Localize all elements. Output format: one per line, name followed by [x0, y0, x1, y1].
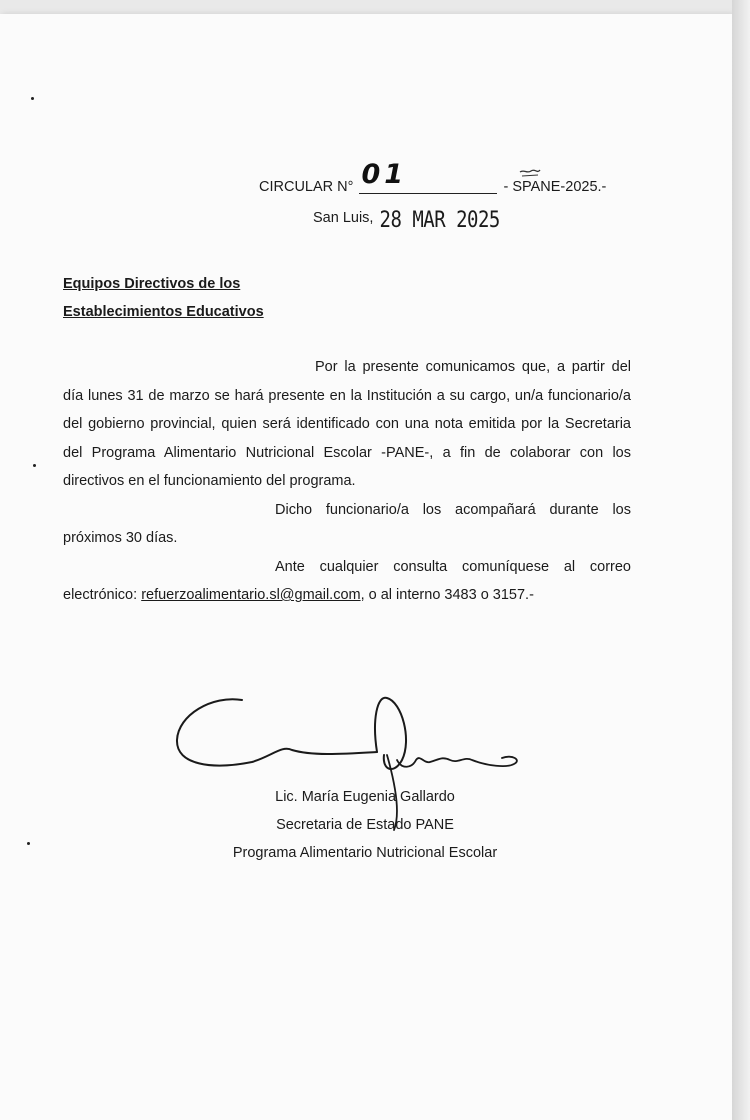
paragraph-2: Dicho funcionario/a los acompañará durante los próximos 30 días.: [63, 501, 631, 546]
page-edge-shadow: [732, 0, 750, 1120]
date-stamp: 28 MAR 2025: [379, 207, 500, 233]
circular-prefix: CIRCULAR N°: [259, 179, 354, 195]
place: San Luis,: [313, 210, 374, 226]
email-link[interactable]: refuerzoalimentario.sl@gmail.com: [141, 587, 361, 603]
signatory-name: Lic. María Eugenia Gallardo: [275, 789, 455, 805]
place-date-line: [313, 205, 500, 233]
circular-header: [259, 159, 607, 195]
document-page: [0, 14, 732, 1120]
circular-number: 01: [361, 159, 408, 190]
letter-body: [63, 353, 631, 610]
addressee-line-1: Equipos Directivos de los: [63, 276, 241, 292]
paragraph-3-text: Ante cualquier consulta comuníquese al correo electrónico:: [63, 558, 631, 603]
signatory-role: Secretaria de Estado PANE: [276, 817, 454, 833]
signatory-program: Programa Alimentario Nutricional Escolar: [232, 845, 498, 861]
circular-suffix: - SPANE-2025.-: [503, 179, 607, 195]
handwritten-mark: [518, 168, 542, 180]
signature-block: [140, 783, 590, 867]
paragraph-3-end: , o al interno 3483 o 3157.-: [360, 587, 534, 603]
scan-dot: [27, 842, 30, 845]
addressee: [63, 270, 264, 326]
scan-dot: [31, 97, 34, 100]
paragraph-1: Por la presente comunicamos que, a partir del día lunes 31 de marzo se hará presente en la Institución a su cargo, un/a funcionario/a del gobierno provincial, quien será identificado con una nota emitida por la Secretaria del Programa Alimentario Nutricional Escolar -PANE-, a fin de colaborar con los directivos en el funcionamiento del programa.: [63, 359, 631, 489]
paragraph-3: [63, 553, 631, 610]
addressee-line-2: Establecimientos Educativos: [63, 304, 264, 320]
circular-number-field: [359, 159, 497, 194]
scan-dot: [33, 464, 36, 467]
